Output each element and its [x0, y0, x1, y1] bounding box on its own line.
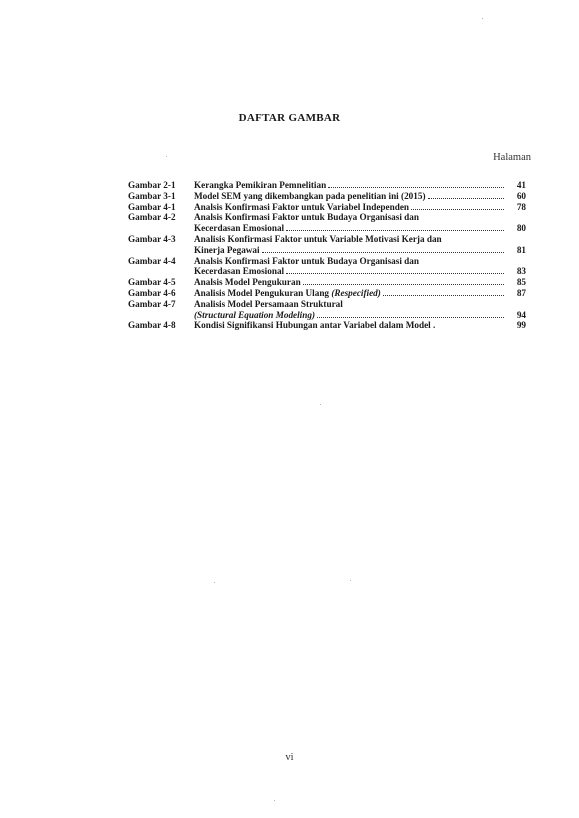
list-item	[128, 234, 526, 256]
figure-title-continued: Kinerja Pegawai	[194, 244, 260, 255]
dot-leader	[383, 295, 504, 296]
page-ref: 80	[516, 223, 526, 234]
figure-label: Gambar 2-1	[128, 180, 176, 190]
dot-leader	[262, 252, 504, 253]
figure-title-continued: Kecerdasan Emosional	[194, 266, 285, 277]
list-item	[128, 191, 526, 202]
figure-label: Gambar 4-2	[128, 212, 176, 223]
list-item	[128, 202, 526, 213]
figure-label: Gambar 4-8	[128, 320, 176, 331]
list-item	[128, 212, 526, 234]
figure-title: Analisis Model Persamaan Struktural	[194, 298, 343, 309]
list-item	[128, 256, 526, 278]
figure-title: Analisis Konfirmasi Faktor untuk Variable Motivasi Kerja dan	[194, 233, 442, 244]
dot-leader	[317, 317, 504, 318]
dot-leader	[328, 187, 504, 188]
scan-speck	[214, 582, 215, 583]
figure-label: Gambar 4-3	[128, 233, 176, 244]
figure-title: Kondisi Signifikansi Hubungan antar Variabel dalam Model .	[194, 320, 436, 331]
dot-leader	[428, 198, 504, 199]
figure-title: Analsis Konfirmasi Faktor untuk Budaya Organisasi dan	[194, 255, 419, 266]
list-item	[128, 320, 526, 331]
figure-title-italic: (Respecified)	[331, 287, 381, 298]
page-title: DAFTAR GAMBAR	[238, 112, 341, 124]
figure-title-continued: Kecerdasan Emosional	[194, 223, 285, 234]
figure-title: Kerangka Pemikiran Pemnelitian	[194, 180, 327, 190]
figure-title	[194, 288, 381, 299]
page-ref: 83	[516, 266, 526, 277]
page-ref: 99	[516, 320, 526, 331]
page-ref: 41	[516, 180, 526, 190]
dot-leader	[286, 230, 504, 231]
figure-label: Gambar 4-1	[128, 201, 176, 212]
figure-label: Gambar 4-6	[128, 287, 176, 298]
list-item	[128, 299, 526, 321]
figure-label: Gambar 4-4	[128, 255, 176, 266]
list-item	[128, 277, 526, 288]
figure-label: Gambar 3-1	[128, 190, 176, 201]
list-item	[128, 180, 526, 191]
scan-speck	[350, 580, 351, 581]
page-ref: 81	[516, 244, 526, 255]
scan-speck	[274, 800, 275, 801]
dot-leader	[303, 284, 504, 285]
dot-leader	[411, 209, 504, 210]
figure-title-continued: (Structural Equation Modeling)	[194, 309, 315, 320]
figure-list	[128, 180, 526, 331]
scan-speck	[482, 18, 483, 19]
scan-speck	[320, 404, 321, 405]
page-ref: 78	[516, 201, 526, 212]
page-ref: 85	[516, 277, 526, 288]
figure-title: Analsis Konfirmasi Faktor untuk Variabel Independen	[194, 201, 410, 212]
page-column-header: Halaman	[493, 152, 531, 163]
page-ref: 87	[516, 287, 526, 298]
figure-label: Gambar 4-7	[128, 298, 176, 309]
scan-speck	[166, 156, 167, 157]
page-ref: 94	[516, 309, 526, 320]
figure-label: Gambar 4-5	[128, 277, 176, 288]
figure-title-text: Analisis Model Pengukuran Ulang	[194, 287, 330, 298]
list-item	[128, 288, 526, 299]
figure-title: Analsis Konfirmasi Faktor untuk Budaya Organisasi dan	[194, 212, 419, 223]
figure-title: Model SEM yang dikembangkan pada penelitian ini (2015)	[194, 190, 426, 201]
page-number: vi	[285, 752, 294, 763]
dot-leader	[286, 273, 504, 274]
page-ref: 60	[516, 190, 526, 201]
figure-title: Analsis Model Pengukuran	[194, 277, 301, 288]
